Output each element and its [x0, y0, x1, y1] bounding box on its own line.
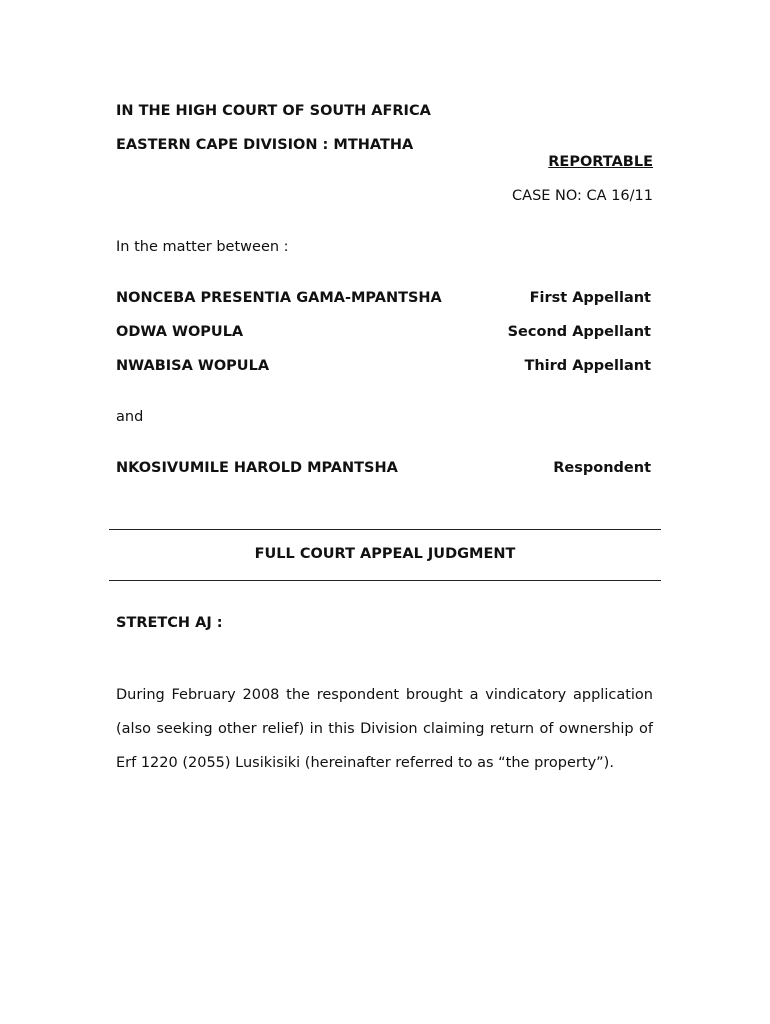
judge-name: STRETCH AJ :: [116, 615, 223, 631]
court-division: EASTERN CAPE DIVISION : MTHATHA: [116, 137, 414, 153]
and-text: and: [116, 409, 144, 425]
party-role-1: First Appellant: [529, 290, 651, 306]
respondent-role: Respondent: [553, 460, 651, 476]
court-name: IN THE HIGH COURT OF SOUTH AFRICA: [116, 103, 431, 119]
party-name-3: NWABISA WOPULA: [116, 358, 270, 374]
divider-bottom: [109, 580, 661, 581]
reportable-label: REPORTABLE: [548, 154, 653, 170]
matter-between-text: In the matter between :: [116, 239, 289, 255]
case-number: CASE NO: CA 16/11: [512, 188, 653, 204]
respondent-name: NKOSIVUMILE HAROLD MPANTSHA: [116, 460, 398, 476]
party-name-2: ODWA WOPULA: [116, 324, 244, 340]
party-role-3: Third Appellant: [524, 358, 651, 374]
party-role-2: Second Appellant: [507, 324, 651, 340]
judgment-paragraph: During February 2008 the respondent brought a vindicatory application (also seeking other relief) in this Division claiming return of ownership of Erf 1220 (2055) Lusikisiki (hereinafter referred to as “the property”).: [116, 687, 653, 771]
party-name-1: NONCEBA PRESENTIA GAMA-MPANTSHA: [116, 290, 442, 306]
judgment-title: FULL COURT APPEAL JUDGMENT: [254, 546, 516, 562]
divider-top: [109, 529, 661, 530]
